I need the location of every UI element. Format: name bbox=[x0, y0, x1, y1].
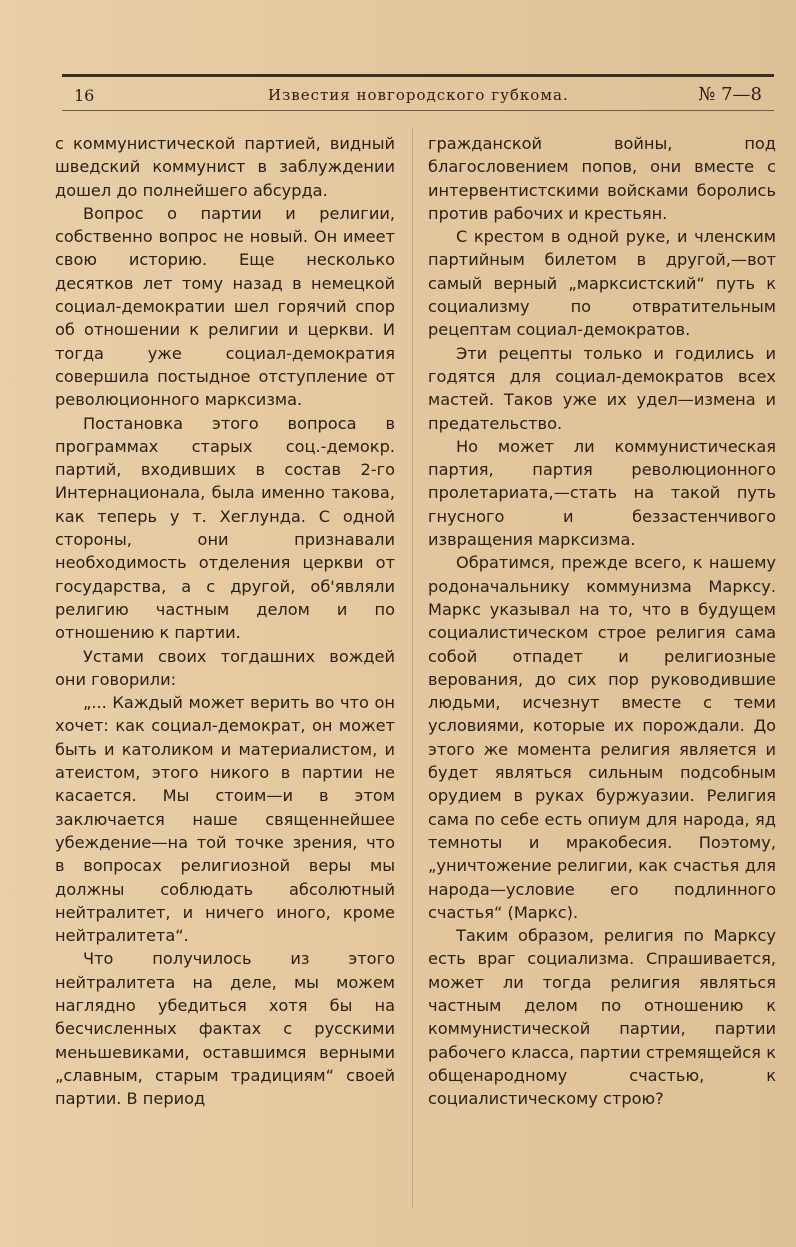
header-rule-top bbox=[62, 74, 774, 77]
paragraph: Но может ли коммунистическая партия, партия революционного пролетариата,—стать на такой путь гнусного и беззастенчивого извращения марксизма. bbox=[428, 436, 776, 550]
paragraph: Что получилось из этого нейтралитета на деле, мы можем наглядно убедиться хотя бы на бесчисленных фактах с русскими меньшевиками, оставшимся верными „славным, старым традициям“ своей партии. В период bbox=[55, 949, 395, 1109]
paragraph: Обратимся, прежде всего, к нашему родоначальнику коммунизма Марксу. Маркс указывал на то, что в будущем социалистическом строе религия сама собой отпадет и религиозные верования, до сих пор руководившие людьми, исчезнут вместе с теми условиями, которые их порождали. До этого же момента религия является и будет являться сильным подсобным орудием в руках буржуазии. Религия сама по себе есть опиум для народа, яд темноты и мракобесия. Поэтому, „уничтожение религии, как счастья для народа—условие его подлинного счастья“ (Маркс). bbox=[428, 553, 776, 922]
running-header bbox=[62, 84, 774, 110]
page-number: 16 bbox=[74, 86, 95, 105]
paragraph: Вопрос о партии и религии, собственно вопрос не новый. Он имеет свою историю. Еще несколько десятков лет тому назад в немецкой социал-демократии шел горячий спор об отношении к религии и церкви. И тогда уже социал-демократия совершила постыдное отступление от революционного марксизма. bbox=[55, 203, 395, 410]
paragraph: Эти рецепты только и годились и годятся для социал-демократов всех мастей. Таков уже их удел—измена и предательство. bbox=[428, 343, 776, 433]
paragraph: Постановка этого вопроса в программах старых соц.-демокр. партий, входивших в состав 2-го Интернационала, была именно такова, как теперь у т. Хеглунда. С одной стороны, они признавали необходимость отделения церкви от государства, а с другой, об'являли религию частным делом и по отношению к партии. bbox=[55, 413, 395, 643]
right-column bbox=[428, 132, 776, 1110]
column-divider bbox=[412, 128, 413, 1208]
header-rule-bottom bbox=[62, 110, 774, 111]
quotation: „... Каждый может верить во что он хочет: как социал-демократ, он может быть и католиком и материалистом, и атеистом, этого никого в партии не касается. Мы стоим—и в этом заключается наше священнейшее убеждение—на той точке зрения, что в вопросах религиозной веры мы должны соблюдать абсолютный нейтралитет, и ничего иного, кроме нейтралитета“. bbox=[55, 693, 395, 946]
paragraph: Устами своих тогдашних вождей они говорили: bbox=[55, 646, 395, 689]
paragraph: с коммунистической партией, видный шведский коммунист в заблуждении дошел до полнейшего абсурда. bbox=[55, 134, 395, 200]
left-column bbox=[55, 132, 395, 1110]
paragraph: гражданской войны, под благословением попов, они вместе с интервентистскими войсками боролись против рабочих и крестьян. bbox=[428, 134, 776, 223]
paragraph: С крестом в одной руке, и членским партийным билетом в другой,—вот самый верный „марксистский“ путь к социализму по отвратительным рецептам социал-демократов. bbox=[428, 227, 776, 340]
journal-title: Известия новгородского губкома. bbox=[268, 86, 569, 104]
paragraph: Таким образом, религия по Марксу есть враг социализма. Спрашивается, может ли тогда религия являться частным делом по отношению к коммунистической партии, партии рабочего класса, партии стремящейся к общенародному счастью, к социалистическому строю? bbox=[428, 926, 776, 1109]
issue-number: № 7—8 bbox=[698, 84, 762, 105]
